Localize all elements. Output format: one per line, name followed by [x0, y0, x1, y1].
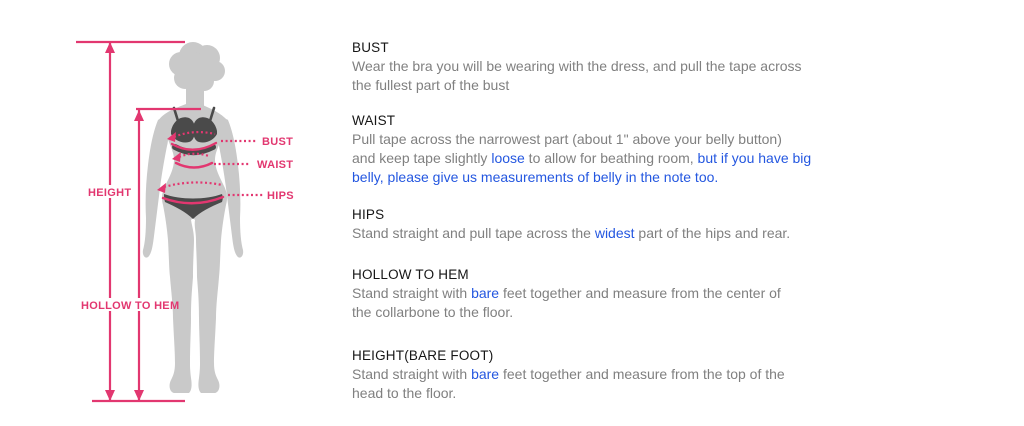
body-text: Stand straight and pull tape across the [352, 225, 595, 241]
instructions [352, 38, 912, 419]
section-heading: HEIGHT(BARE FOOT) [352, 348, 494, 363]
highlighted-text: bare [471, 285, 500, 301]
waist-label: WAIST [257, 159, 294, 171]
section-heading: HOLLOW TO HEM [352, 267, 469, 282]
section-text-line [352, 224, 912, 243]
arrow-up-icon [134, 110, 144, 121]
body-text: the collarbone to the floor. [352, 304, 514, 320]
body-text: part of the hips and rear. [634, 225, 791, 241]
hollow-to-hem-label: HOLLOW TO HEM [81, 300, 180, 312]
body-text: to allow for beathing room, [524, 150, 694, 166]
head-icon [169, 42, 225, 110]
hips-label: HIPS [267, 190, 294, 202]
section-text-line [352, 76, 912, 95]
section-text-line [352, 365, 912, 384]
measurement-diagram [0, 0, 340, 426]
body-text: and keep tape slightly [352, 150, 492, 166]
body-text: Stand straight with [352, 285, 472, 301]
measure-section [352, 111, 912, 187]
arrow-up-icon [105, 42, 115, 53]
body-text: head to the floor. [352, 385, 457, 401]
measure-section [352, 205, 912, 243]
height-label: HEIGHT [88, 187, 132, 199]
section-text-line [352, 57, 912, 76]
arrow-down-icon [134, 390, 144, 401]
measure-section [352, 38, 912, 95]
highlighted-text: widest [594, 225, 635, 241]
arrow-down-icon [105, 390, 115, 401]
torso-and-legs [158, 104, 228, 393]
body-text: feet together and measure from the center of [499, 285, 781, 301]
body-measurement-figure [0, 0, 340, 426]
body-text: Wear the bra you will be wearing with the dress, and pull the tape across [352, 58, 802, 74]
section-heading: BUST [352, 40, 389, 55]
body-text: Stand straight with [352, 366, 472, 382]
section-text-line [352, 384, 912, 403]
body-text: Pull tape across the narrowest part (about 1" above your belly button) [352, 131, 782, 147]
section-text-line [352, 168, 912, 187]
highlighted-text: but if you have big [693, 150, 812, 166]
section-text-line [352, 284, 912, 303]
section-text-line [352, 149, 912, 168]
section-heading: WAIST [352, 113, 396, 128]
bust-label: BUST [262, 136, 294, 148]
measure-section [352, 265, 912, 322]
section-text-line [352, 303, 912, 322]
highlighted-text: loose [491, 150, 525, 166]
body-text: feet together and measure from the top of the [499, 366, 785, 382]
section-text-line [352, 130, 912, 149]
highlighted-text: belly, please give us measurements of belly in the note too. [352, 169, 719, 185]
section-heading: HIPS [352, 207, 385, 222]
body-text: the fullest part of the bust [352, 77, 510, 93]
measure-section [352, 346, 912, 403]
highlighted-text: bare [471, 366, 500, 382]
